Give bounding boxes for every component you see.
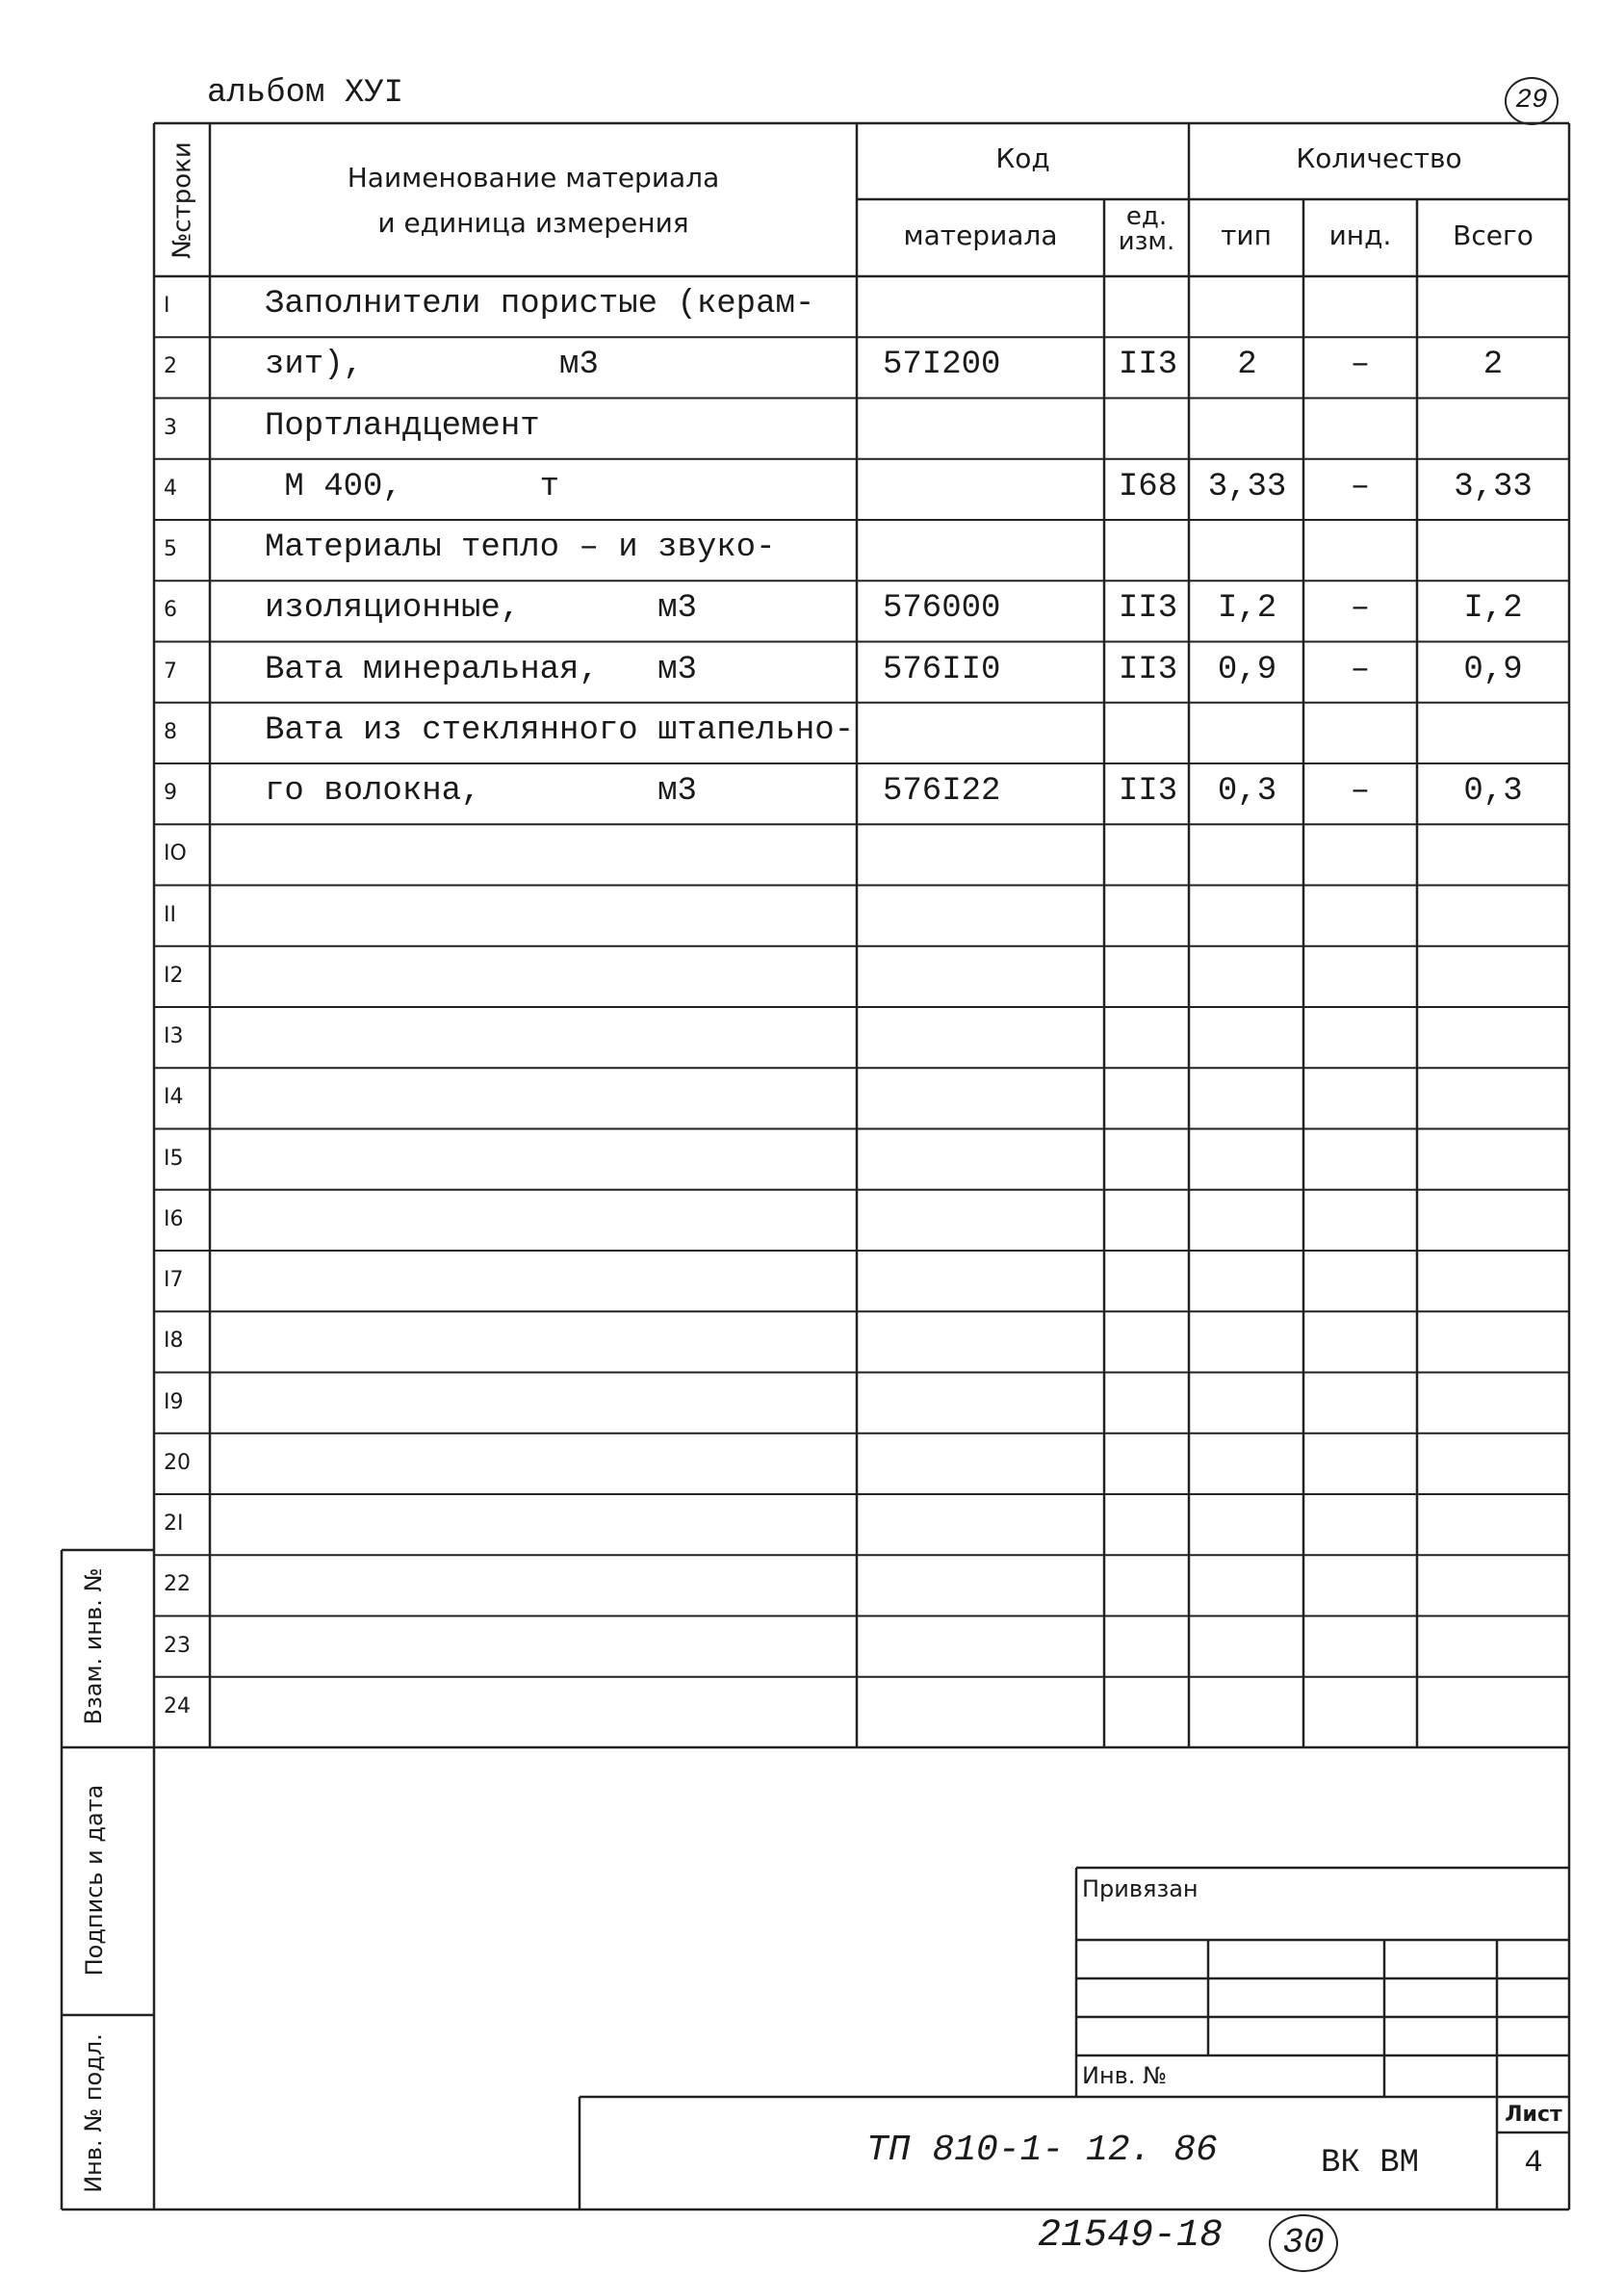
header-quantity: Количество (1296, 142, 1462, 174)
header-code-unit: ед. изм. (1118, 202, 1175, 256)
cell-unit: II3 (1118, 590, 1178, 628)
header-row-no: №строки (168, 142, 197, 259)
cell-type: 2 (1237, 347, 1257, 384)
row-number: I7 (164, 1268, 184, 1292)
row-number: 3 (164, 415, 177, 440)
header-row-no-cell (154, 123, 210, 276)
cell-name: Вата минеральная, м3 (265, 651, 697, 688)
row-number: 9 (164, 781, 177, 805)
side-stamp-vzam: Взам. инв. № (80, 1567, 107, 1725)
cell-ind: – (1350, 468, 1371, 505)
row-number: 6 (164, 598, 177, 623)
cell-name: Вата из стеклянного штапельно- (265, 711, 855, 749)
cell-name: М 400, т (265, 468, 560, 505)
header-code-material: материала (903, 220, 1058, 251)
row-number: 8 (164, 719, 177, 744)
title-list-label: Лист (1505, 2103, 1562, 2127)
row-number: 7 (164, 659, 177, 684)
cell-type: I,2 (1217, 590, 1277, 628)
cell-ind: – (1350, 590, 1371, 628)
cell-name: Заполнители пористые (керам- (265, 286, 815, 323)
row-number: I5 (164, 1146, 184, 1171)
cell-unit: II3 (1118, 773, 1178, 810)
title-privyazan: Привязан (1082, 1875, 1199, 1902)
row-number: 20 (164, 1450, 191, 1475)
row-number: 23 (164, 1633, 191, 1658)
row-number: 5 (164, 537, 177, 561)
cell-type: 0,3 (1217, 773, 1277, 810)
row-number: I9 (164, 1389, 184, 1414)
cell-total: 3,33 (1454, 468, 1533, 505)
cell-total: I,2 (1463, 590, 1523, 628)
row-number: I4 (164, 1085, 184, 1110)
title-inv-no: Инв. № (1082, 2062, 1168, 2089)
cell-name: изоляционные, м3 (265, 590, 697, 628)
cell-total: 0,3 (1463, 773, 1523, 810)
cell-unit: II3 (1118, 347, 1178, 384)
row-number: 2I (164, 1512, 184, 1536)
bottom-circled-number: 30 (1269, 2214, 1338, 2272)
cell-ind: – (1350, 651, 1371, 688)
page-number-circled: 29 (1505, 77, 1559, 125)
header-qty-total: Всего (1453, 220, 1534, 251)
cell-name: Портландцемент (265, 407, 540, 445)
cell-type: 3,33 (1207, 468, 1287, 505)
row-number: I8 (164, 1329, 184, 1354)
header-qty-ind: инд. (1328, 220, 1392, 251)
cell-type: 0,9 (1217, 651, 1277, 688)
cell-ind: – (1350, 347, 1371, 384)
title-list-value: 4 (1524, 2145, 1543, 2181)
album-label: альбом ХУI (207, 75, 404, 112)
row-number: 22 (164, 1572, 191, 1597)
cell-unit: I68 (1118, 468, 1178, 505)
row-number: 2 (164, 354, 177, 379)
header-qty-type: тип (1221, 220, 1272, 251)
header-name-line1: Наименование материала (347, 162, 720, 194)
cell-total: 0,9 (1463, 651, 1523, 688)
side-stamp-inv-podl: Инв. № подл. (80, 2033, 107, 2193)
side-stamp-podpis: Подпись и дата (81, 1784, 108, 1977)
cell-name: зит), м3 (265, 347, 599, 384)
title-designation: ТП 810-1- 12. 86 (866, 2130, 1218, 2171)
title-doc-code: ВК ВМ (1321, 2145, 1420, 2182)
cell-total: 2 (1482, 347, 1504, 384)
row-number: I6 (164, 1206, 184, 1231)
cell-code: 576I22 (883, 773, 1001, 810)
row-number: 24 (164, 1693, 191, 1718)
row-number: I2 (164, 963, 184, 988)
row-number: IO (164, 841, 187, 866)
row-number: II (164, 902, 176, 927)
cell-name: Материалы тепло – и звуко- (265, 530, 776, 566)
cell-code: 57I200 (883, 347, 1001, 384)
row-number: I3 (164, 1024, 184, 1048)
bottom-handwritten-number: 21549-18 (1038, 2214, 1224, 2258)
row-number: I (164, 294, 170, 318)
cell-ind: – (1350, 773, 1371, 810)
header-code: Код (995, 142, 1050, 174)
cell-code: 576II0 (883, 651, 1001, 688)
row-number: 4 (164, 476, 177, 501)
cell-name: го волокна, м3 (265, 773, 697, 810)
header-name-line2: и единица измерения (377, 207, 689, 239)
cell-unit: II3 (1118, 651, 1178, 688)
cell-code: 576000 (883, 590, 1001, 628)
